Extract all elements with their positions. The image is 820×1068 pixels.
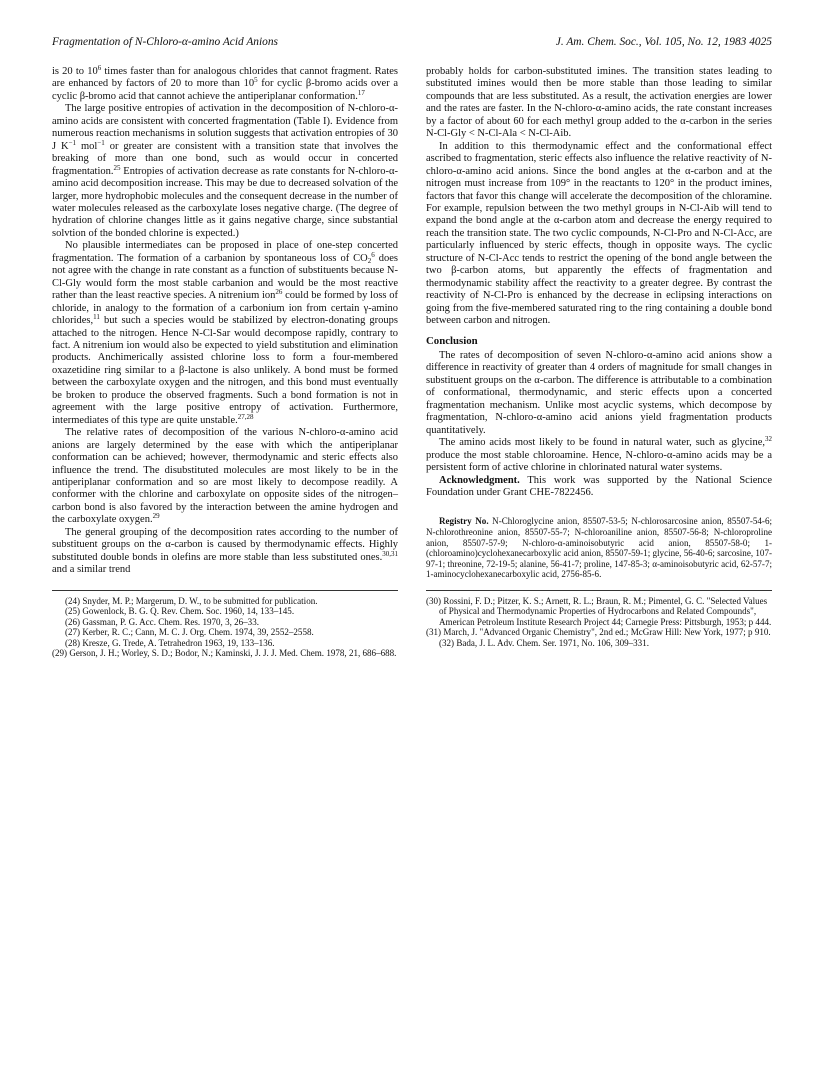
- section-heading-conclusion: Conclusion: [426, 334, 478, 347]
- paragraph: The rates of decomposition of seven N-chloro-α-amino acid anions show a difference in reactivity of greater than 4 orders of magnitude for small changes in substituent groups on the α-carbon. The difference is attributable to a combination of conformational, thermodynamic, and steric effects upon a concerted fragmentation mechanism. Unlike most acyclic systems, which decompose by fragmentation, N-chloro-α-amino acid anions yield fragmentation products quantitatively.: [426, 349, 772, 436]
- reference: (26) Gassman, P. G. Acc. Chem. Res. 1970, 3, 26–33.: [65, 616, 259, 627]
- references: [52, 590, 772, 659]
- header-journal: J. Am. Chem. Soc., Vol. 105, No. 12, 1983 4025: [555, 36, 772, 48]
- references-right: [426, 590, 772, 659]
- paragraph: is 20 to $10^6$ times faster than for analogous chlorides that cannot fragment. Rates are enhanced by factors of 20 to more than $10^5$ for cyclic β-bromo acids over a cyclic β-bromo acid that cannot achieve the antiperiplanar conformation.$^{17}$: [52, 64, 399, 102]
- paragraph: In addition to this thermodynamic effect and the conformational effect ascribed to fragmentation, steric effects also influence the relative reactivity of N-chloro-α-amino acid anions. Since the bond angles at the α-carbon and at the nitrogen must increase from 109° in the reactants to 120° in the product imines, factors that favor this change will accelerate the decomposition of the chloramine. For example, repulsion between the two methyl groups in N-Cl-Aib will tend to expand the bond angle at the α-carbon atom and decrease the energy required to reach the transition state. The two cyclic compounds, N-Cl-Pro and N-Cl-Acc, are particularly influenced by steric effects, though in opposite ways. The cyclic structure of N-Cl-Acc tends to restrict the opening of the bond angle between the two β-carbon atoms, but apparently the effects of fragmentation and thermodynamic stability affect the reactivity to a greater degree. By contrast the reactivity of N-Cl-Pro is enhanced by the decrease in eclipsing interactions on going from the five-membered saturated ring to the ring containing a double bond between carbon and nitrogen.: [426, 140, 772, 327]
- reference: (30) Rossini, F. D.; Pitzer, K. S.; Arnett, R. L.; Braun, R. M.; Pimentel, G. C. "Selected Values of Physical and Thermodynamic Properties of Hydrocarbons and Related Compounds", American Petroleum Institute Research Project 44; Carnegie Press: Pittsburgh, 1953; p 444.: [426, 595, 772, 627]
- reference: (24) Snyder, M. P.; Margerum, D. W., to be submitted for publication.: [65, 595, 318, 606]
- reference: (25) Gowenlock, B. G. Q. Rev. Chem. Soc. 1960, 14, 133–145.: [65, 606, 295, 617]
- paragraph: No plausible intermediates can be proposed in place of one-step concerted fragmentation. The formation of a carbanion by spontaneous loss of $CO_2^6$ does not agree with the change in rate constant as a function of substituents because N-Cl-Gly would form the most stable carbanion and would be the most reactive rather than the least reactive species. A nitrenium ion$^{26}$ could be formed by loss of chloride, in analogy to the formation of a carbonium ion from certain γ-amino chlorides,$^{11}$ but such a species would be stabilized by electron-donating groups attached to the nitrogen. Hence N-Cl-Sar would decompose rapidly, contrary to fact. A nitrenium ion would also be expected to yield substitution and elimination products. Anchimerically assisted chlorine loss to form a four-membered oxazetidine ring similar to a β-lactone is also unlikely. A bond must be formed between the carboxylate oxygen and the nitrogen, and this bond must eventually be broken to produce the observed fragments. Such a bond formation is not in agreement with the large positive entropy of activation. Furthermore, intermediates of this type are quite unstable.$^{27,28}$: [52, 240, 398, 426]
- references-left: [52, 590, 398, 659]
- header-title: Fragmentation of N-Chloro-α-amino Acid Anions: [52, 36, 278, 48]
- reference: (31) March, J. "Advanced Organic Chemistry", 2nd ed.; McGraw Hill: New York, 1977; p 910.: [426, 627, 771, 638]
- running-header: [52, 36, 772, 58]
- reference: (32) Bada, J. L. Adv. Chem. Ser. 1971, No. 106, 309–331.: [439, 637, 649, 648]
- journal-page: [52, 36, 772, 1046]
- paragraph: The large positive entropies of activation in the decomposition of N-chloro-α-amino acids are consistent with concerted fragmentation (Table I). Evidence from numerous reaction mechanisms in solution suggests that activation entropies of 30 J $K^{-1}$ mol$^{-1}$ or greater are consistent with a transition state that involves the breaking of more than one bond, such as would occur in concerted fragmentation.$^{25}$ Entropies of activation decrease as rate constants for N-chloro-α-amino acid decomposition increase. This may be due to decreased solvation of the larger, more hydrophobic molecules and the consequent decrease in the number of water molecules released as the carboxylate loses negative charge. (The degree of hydration of chlorine changes little as it gains negative charge, since substantial solvtion of the bonded chlorine is expected.): [52, 103, 398, 239]
- paragraph: The relative rates of decomposition of the various N-chloro-α-amino acid anions are largely determined by the ease with which the antiperiplanar conformation can be achieved; however, thermodynamic and steric effects also influence the trend. The disubstituted molecules are most likely to be in the antiperiplanar conformation and so are most likely to decompose readily. A conformer with the chlorine and carboxylate on opposite sides of the nitrogen–carbon bond is also favored by the interaction between the amine hydrogen and the carboxylate oxygen.$^{29}$: [52, 427, 398, 526]
- right-column: [426, 66, 772, 580]
- reference: (27) Kerber, R. C.; Cann, M. C. J. Org. Chem. 1974, 39, 2552–2558.: [65, 627, 314, 638]
- reference: (28) Kresze, G. Trede, A. Tetrahedron 1963, 19, 133–136.: [65, 637, 275, 648]
- acknowledgment: Acknowledgment. This work was supported by the National Science Foundation under Grant CHE-7822456.: [426, 474, 772, 498]
- paragraph: The general grouping of the decomposition rates according to the number of substituent groups on the α-carbon is caused by thermodynamic effects. Highly substituted double bonds in olefins are more stable than less substituted ones.$^{30,31}$ and a similar trend: [52, 526, 398, 576]
- left-column: [52, 66, 398, 580]
- registry-numbers: Registry No. N-Chloroglycine anion, 85507-53-5; N-chlorosarcosine anion, 85507-54-6; N-chlorothreonine anion, 85507-55-7; N-chloroaniline anion, 85507-56-8; N-chloroproline anion, 85507-57-9; N-chloro-α-aminoisobutyric acid anion, 85507-58-0; 1-(chloroamino)cyclohexanecarboxylic acid anion, 85507-59-1; glycine, 56-40-6; sarcosine, 107-97-1; threonine, 72-19-5; alanine, 56-41-7; proline, 147-85-3; α-aminoisobutyric acid, 62-57-7; 1-aminocyclohexanecarboxylic acid, 2756-85-6.: [426, 516, 772, 580]
- body-columns: [52, 66, 772, 580]
- paragraph: probably holds for carbon-substituted imines. The transition states leading to substituted imines would then be more stable than those leading to similar compounds that are less substituted. As a result, the activation energies are lower and the rates are faster. In the N-chloro-α-amino acids, the rate constant increases by a factor of about 60 for each methyl group added to the α-carbon in the series N-Cl-Gly < N-Cl-Ala < N-Cl-Aib.: [426, 66, 772, 140]
- paragraph: The amino acids most likely to be found in natural water, such as glycine,$^{32}$ produce the most stable chloroamine. Hence, N-chloro-α-amino acids may be a persistent form of active chlorine in chlorinated natural water systems.: [426, 435, 772, 474]
- reference: (29) Gerson, J. H.; Worley, S. D.; Bodor, N.; Kaminski, J. J. J. Med. Chem. 1978, 21, 686–688.: [52, 648, 397, 659]
